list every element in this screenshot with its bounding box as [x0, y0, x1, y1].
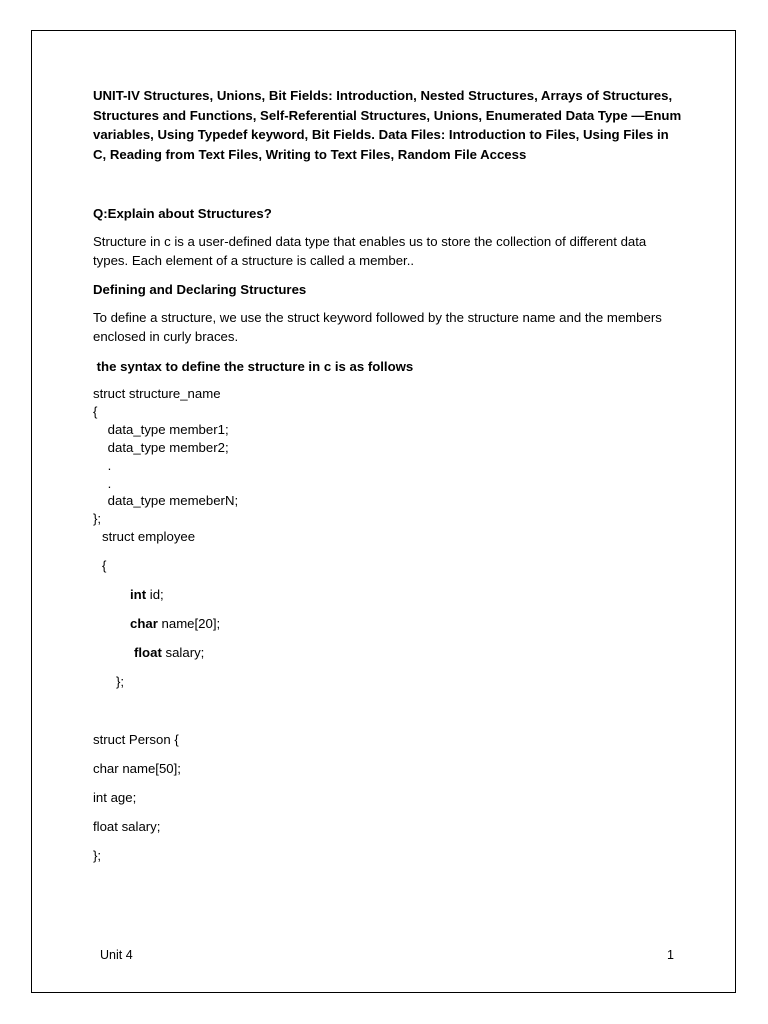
code-text: id;: [146, 587, 164, 602]
code-line: struct Person {: [93, 732, 179, 747]
code-line: .: [93, 458, 112, 473]
code-text: salary;: [161, 645, 205, 660]
keyword: int: [130, 587, 147, 602]
code-line: {: [93, 404, 98, 419]
code-line: char name[50];: [93, 761, 181, 776]
code-line: };: [93, 848, 102, 863]
code-text: name[20];: [157, 616, 221, 631]
page-border: [31, 30, 736, 993]
code-line: {: [102, 558, 107, 573]
code-line: struct employee: [102, 529, 196, 544]
footer-unit-label: Unit 4: [100, 948, 133, 962]
page-number: 1: [667, 948, 674, 962]
code-line: .: [93, 476, 112, 491]
code-line: data_type member2;: [93, 440, 229, 455]
code-line: [130, 615, 220, 633]
section-heading: Defining and Declaring Structures: [93, 282, 307, 297]
code-line: [134, 644, 204, 662]
keyword: float: [134, 645, 162, 660]
unit-heading: UNIT-IV Structures, Unions, Bit Fields: Introduction, Nested Structures, Arrays of Structures, Structures and Functions, Self-Referential Structures, Unions, Enumerated Data Type —Enum variables, Using Typedef keyword, Bit Fields. Data Files: Introduction to Files, Using Files in C, Reading from Text Files, Writing to Text Files, Random File Access: [93, 88, 682, 162]
code-line: };: [93, 511, 102, 526]
code-line: float salary;: [93, 819, 161, 834]
syntax-heading: the syntax to define the structure in c is as follows: [93, 359, 414, 374]
code-line: struct structure_name: [93, 386, 221, 401]
question-heading: Q:Explain about Structures?: [93, 206, 272, 221]
define-paragraph: To define a structure, we use the struct keyword followed by the structure name and the members enclosed in curly braces.: [93, 310, 662, 344]
code-line: [130, 586, 164, 604]
code-line: };: [116, 674, 125, 689]
code-line: data_type member1;: [93, 422, 229, 437]
intro-paragraph: Structure in c is a user-defined data type that enables us to store the collection of different data types. Each element of a structure is called a member..: [93, 234, 647, 268]
code-line: data_type memeberN;: [93, 493, 239, 508]
document-body: [93, 86, 683, 863]
keyword: char: [130, 616, 158, 631]
code-line: int age;: [93, 790, 137, 805]
